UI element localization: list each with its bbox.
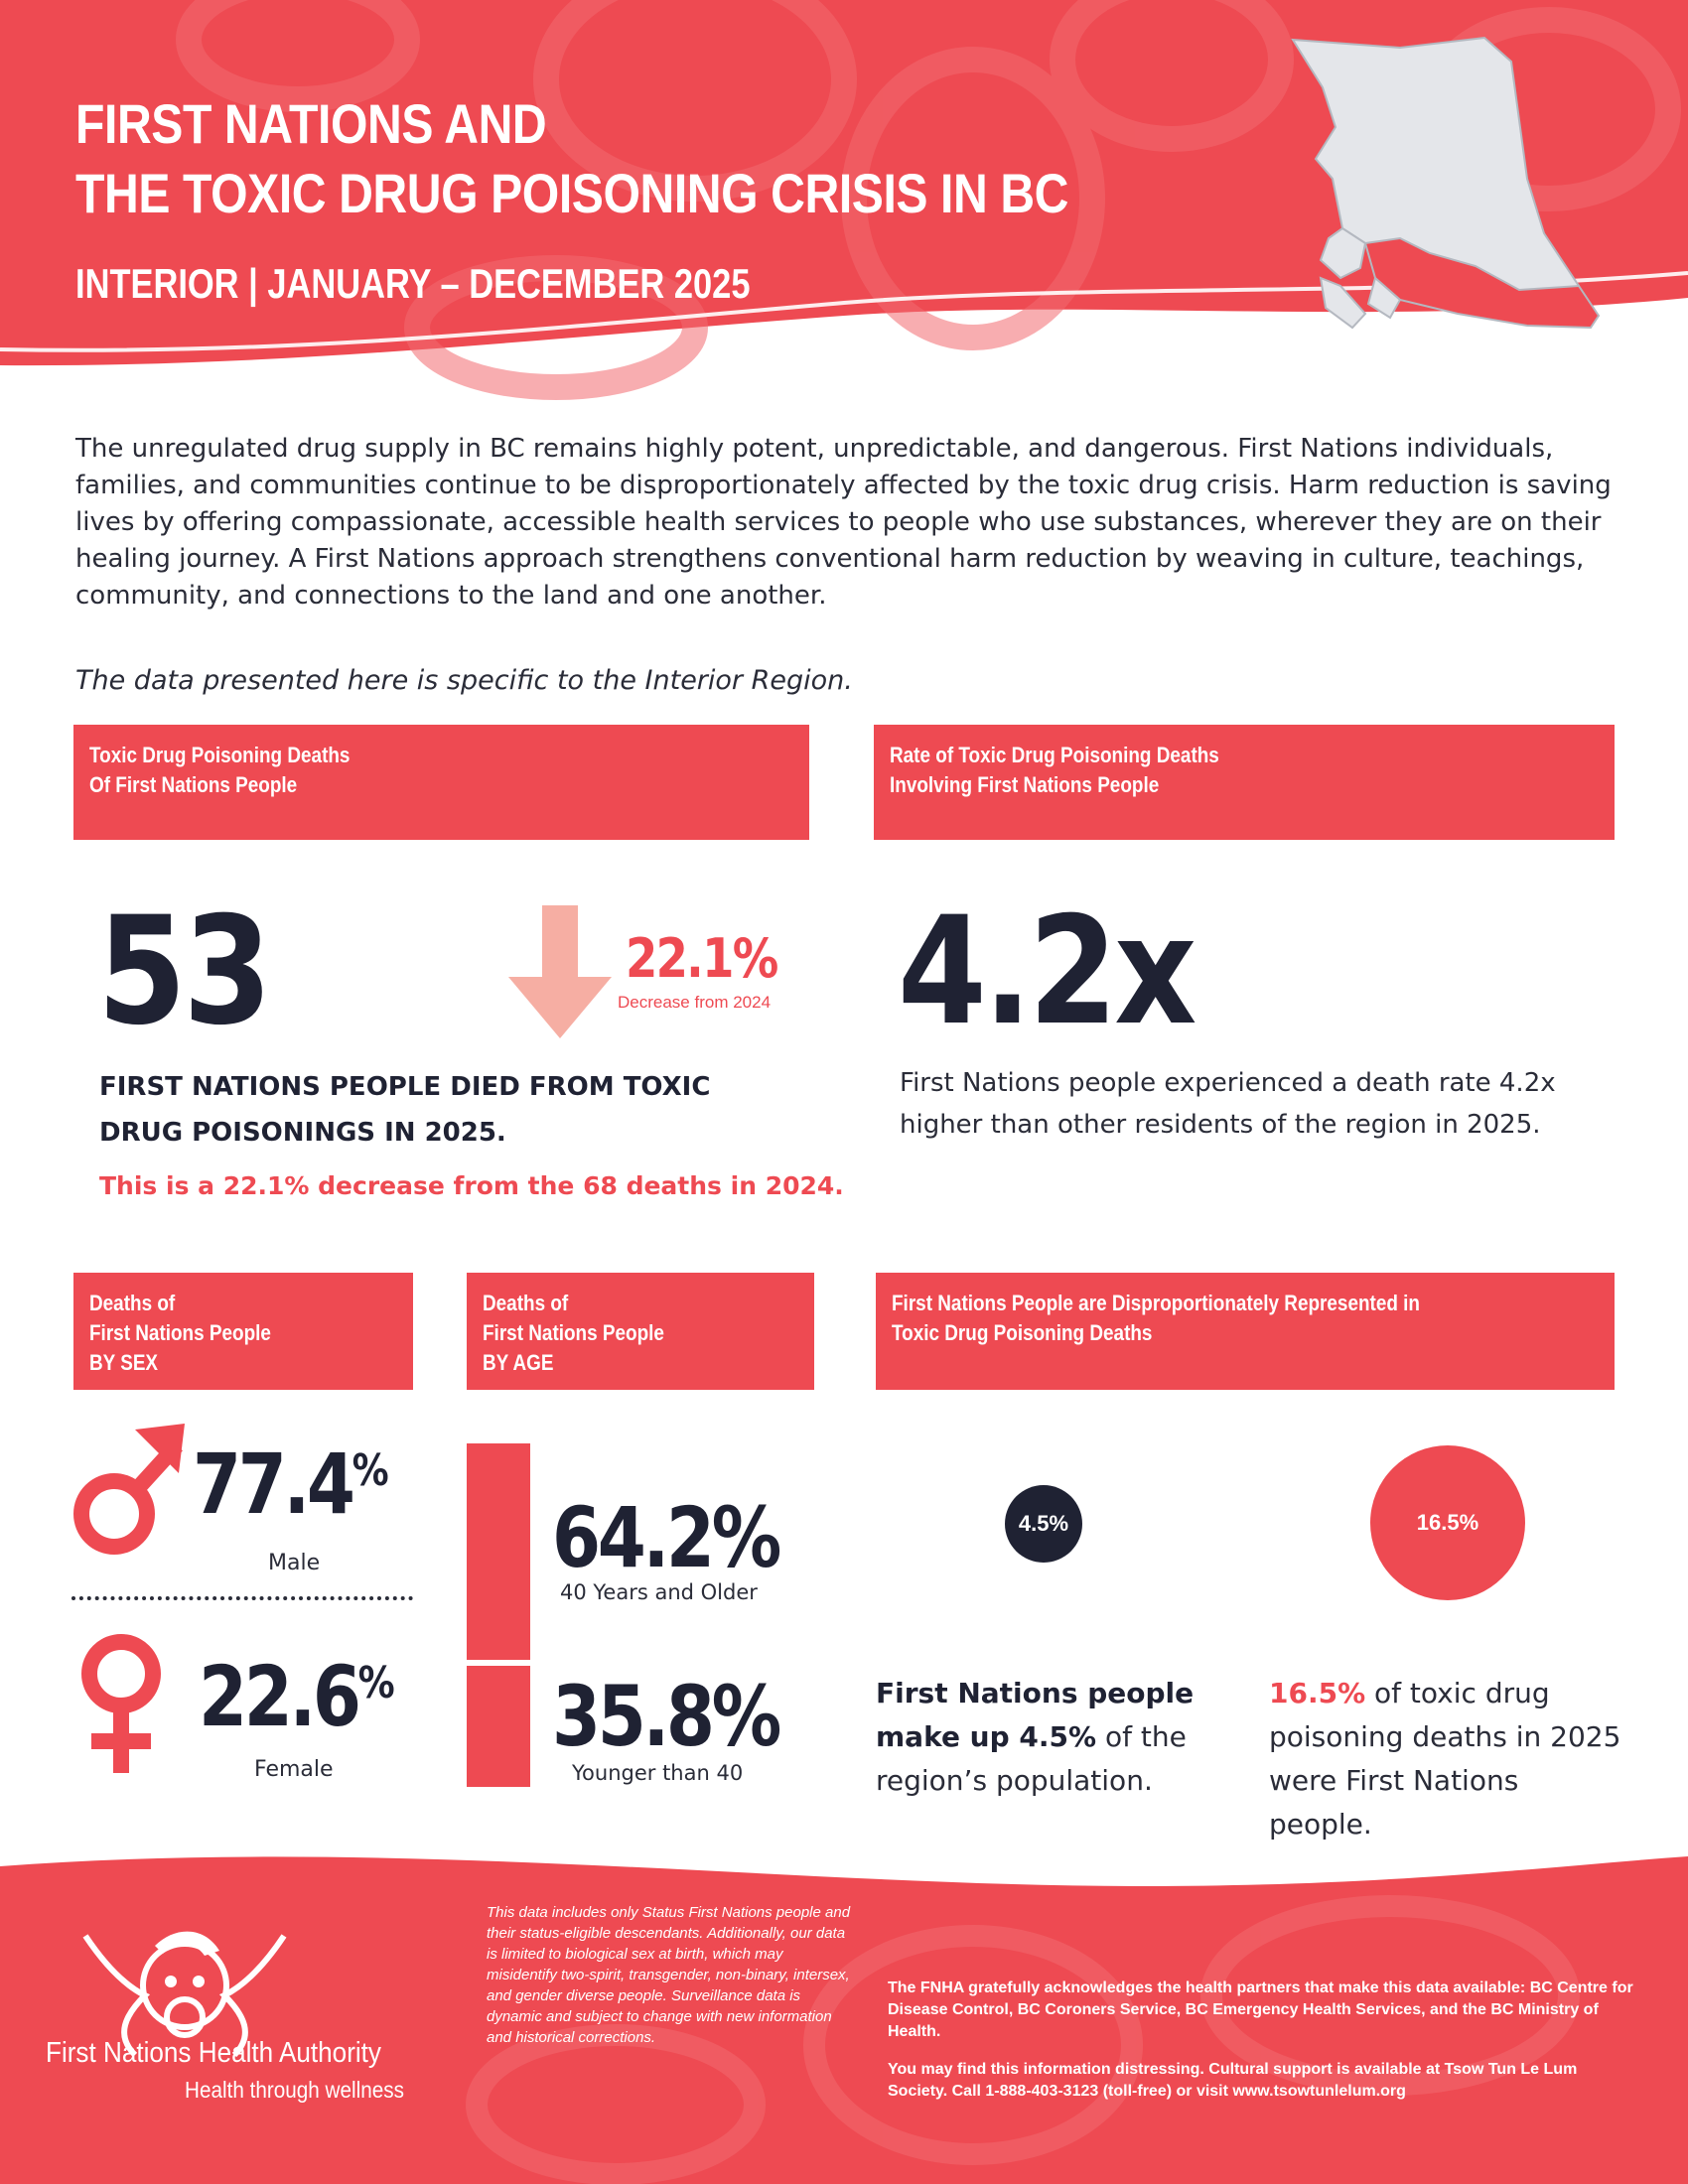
cultural-support-info: You may find this information distressing. Cultural support is available at Tsow Tun Le Lum Society. Call 1-888-403-3123 (toll-free) or visit www.tsowtunlelum.org — [888, 2061, 1578, 2100]
arrow-down-icon — [508, 905, 612, 1038]
deaths-change-label: Decrease from 2024 — [618, 993, 772, 1012]
female-percent — [199, 1648, 394, 1745]
sex-section-header — [73, 1273, 413, 1390]
deaths-header-line-2: Of First Nations People — [89, 772, 298, 797]
rate-section-header — [874, 725, 1615, 840]
deaths-share-text — [1269, 1672, 1626, 1846]
deaths-circle-label: 16.5% — [1416, 1510, 1479, 1535]
age-younger-value: 35.8% — [552, 1668, 778, 1765]
male-label: Male — [268, 1551, 321, 1575]
sex-header-line-3: BY SEX — [89, 1350, 159, 1375]
age-older-label: 40 Years and Older — [560, 1580, 758, 1604]
population-circle-label: 4.5% — [1018, 1511, 1069, 1536]
age-older-value: 64.2% — [552, 1489, 778, 1586]
male-percent-value: 77.4 — [193, 1435, 352, 1533]
org-name: First Nations Health Authority — [46, 2037, 381, 2069]
female-percent-value: 22.6 — [199, 1648, 358, 1745]
deaths-share-rest: of toxic drug poisoning deaths in 2025 were First Nations people. — [1269, 1677, 1621, 1841]
representation-section-header — [876, 1273, 1615, 1390]
age-younger-bar — [467, 1666, 530, 1787]
female-percent-sign: % — [357, 1658, 394, 1708]
title-line-2: THE TOXIC DRUG POISONING CRISIS IN BC — [75, 162, 1069, 224]
sex-header-line-1: Deaths of — [89, 1291, 176, 1315]
deaths-headline: FIRST NATIONS PEOPLE DIED FROM TOXIC DRUG POISONINGS IN 2025. — [99, 1072, 711, 1148]
page-title — [75, 89, 1068, 228]
female-label: Female — [254, 1757, 334, 1782]
age-header-line-3: BY AGE — [483, 1350, 554, 1375]
data-disclaimer: This data includes only Status First Nations people and their status-eligible descendants. Additionally, our data is limited to biological sex at birth, which may misidentify two-spirit, transgender, non-binary, intersex, and gender diverse people. Surveillance data is dynamic and subject to change with new information and historical corrections. — [487, 1904, 851, 2046]
bc-map-interior-highlight-icon — [1281, 30, 1628, 437]
rate-header-line-2: Involving First Nations People — [890, 772, 1160, 797]
population-text-bold: First Nations people make up 4.5% — [876, 1677, 1195, 1753]
age-older-bar — [467, 1443, 530, 1660]
rate-description: First Nations people experienced a death rate 4.2x higher than other residents of the region in 2025. — [900, 1068, 1556, 1140]
sex-divider — [71, 1596, 413, 1600]
deaths-decrease-text: This is a 22.1% decrease from the 68 deaths in 2024. — [99, 1171, 844, 1200]
region-note: The data presented here is specific to the Interior Region. — [75, 665, 853, 696]
population-text — [876, 1672, 1203, 1803]
age-header-line-1: Deaths of — [483, 1291, 569, 1315]
male-percent-sign: % — [352, 1445, 388, 1496]
representation-header-line-1: First Nations People are Disproportionately Represented in — [892, 1291, 1420, 1315]
deaths-header-line-1: Toxic Drug Poisoning Deaths — [89, 743, 351, 767]
representation-header-line-2: Toxic Drug Poisoning Deaths — [892, 1320, 1153, 1345]
deaths-section-header — [73, 725, 809, 840]
rate-header-line-1: Rate of Toxic Drug Poisoning Deaths — [890, 743, 1219, 767]
age-section-header — [467, 1273, 814, 1390]
male-symbol-icon — [70, 1420, 189, 1559]
page-subtitle: INTERIOR | JANUARY – DECEMBER 2025 — [75, 260, 751, 307]
age-younger-label: Younger than 40 — [572, 1761, 744, 1785]
sex-header-line-2: First Nations People — [89, 1320, 271, 1345]
female-symbol-icon — [68, 1628, 177, 1777]
male-percent — [193, 1435, 388, 1533]
title-line-1: FIRST NATIONS AND — [75, 92, 547, 155]
age-header-line-2: First Nations People — [483, 1320, 664, 1345]
org-tagline: Health through wellness — [185, 2077, 404, 2103]
deaths-share-red: 16.5% — [1269, 1677, 1366, 1709]
population-circle — [1005, 1485, 1082, 1563]
deaths-circle — [1370, 1445, 1525, 1600]
population-text-rest: of the region’s population. — [876, 1720, 1187, 1797]
partner-acknowledgement: The FNHA gratefully acknowledges the health partners that make this data available: BC Centre for Disease Control, BC Coroners Service, BC Emergency Health Services, and the BC Ministry of Health. — [888, 1979, 1633, 2040]
rate-value: 4.2x — [898, 886, 1194, 1058]
deaths-count: 53 — [97, 886, 269, 1058]
intro-paragraph: The unregulated drug supply in BC remains highly potent, unpredictable, and dangerous. First Nations individuals, families, and communities continue to be disproportionately affected by the toxic drug crisis. Harm reduction is saving lives by offering compassionate, accessible health services to people who use substances, wherever they are on their healing journey. A First Nations approach strengthens conventional harm reduction by weaving in culture, teachings, community, and connections to the land and one another. — [75, 434, 1612, 611]
deaths-change-pct: 22.1% — [626, 927, 777, 990]
fnha-logo-icon — [46, 1906, 443, 2105]
